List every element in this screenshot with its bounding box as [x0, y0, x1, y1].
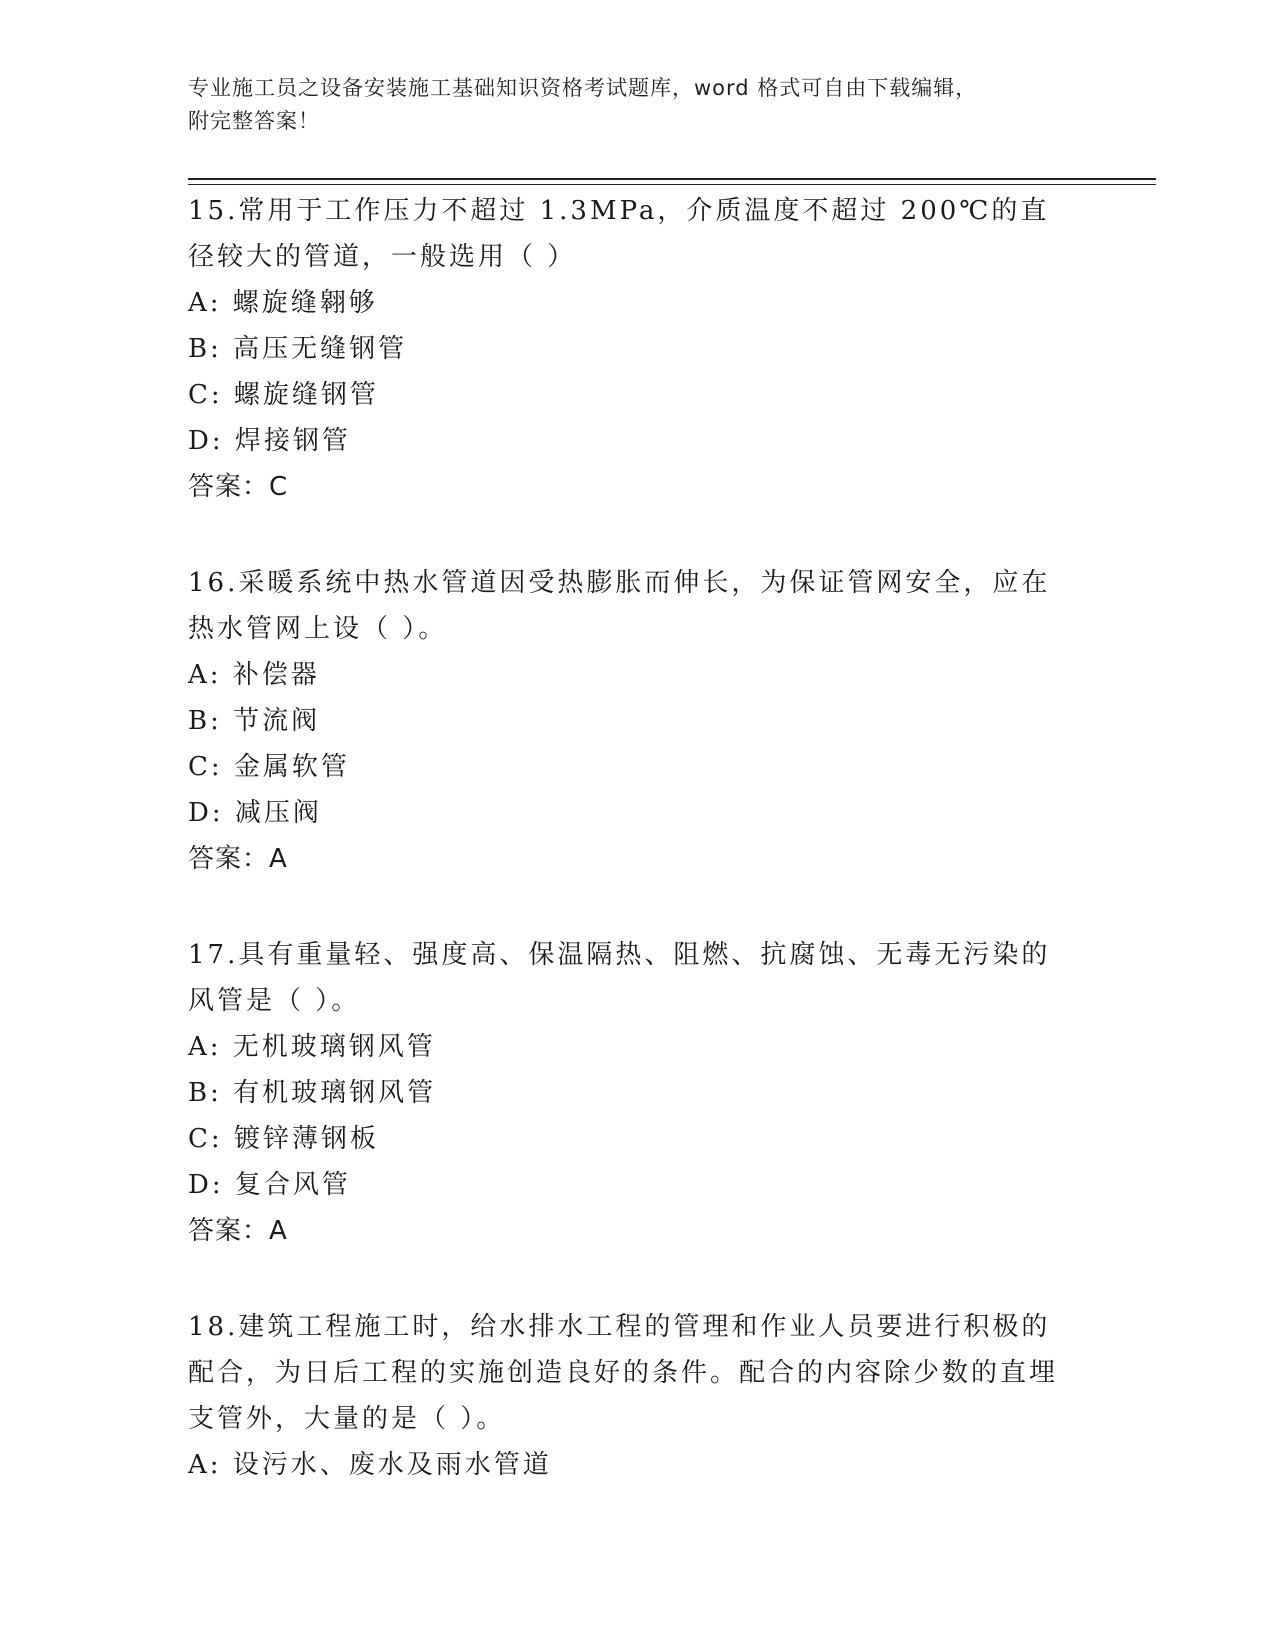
option-d: D: 减压阀 [188, 798, 322, 828]
question-16 [188, 560, 1078, 882]
option-a: A: 设污水、废水及雨水管道 [188, 1450, 552, 1480]
option-c: C: 螺旋缝钢管 [188, 380, 379, 410]
answer: 答案：A [188, 844, 288, 874]
option-a: A: 螺旋缝翱够 [188, 288, 378, 318]
answer: 答案：C [188, 472, 289, 502]
option-b: B: 有机玻璃钢风管 [188, 1078, 437, 1108]
header-rule-thick [188, 178, 1156, 180]
document-header [188, 72, 1088, 138]
header-line-2: 附完整答案！ [188, 109, 320, 133]
question-list [188, 188, 1078, 1538]
option-a: A: 无机玻璃钢风管 [188, 1032, 436, 1062]
question-15 [188, 188, 1078, 510]
question-17 [188, 932, 1078, 1254]
question-text: 17.具有重量轻、强度高、保温隔热、阻燃、抗腐蚀、无毒无污染的风管是（ ）。 [188, 940, 1051, 1016]
option-c: C: 镀锌薄钢板 [188, 1124, 379, 1154]
question-text: 18.建筑工程施工时，给水排水工程的管理和作业人员要进行积极的配合，为日后工程的实施创造良好的条件。配合的内容除少数的直埋支管外，大量的是（ ）。 [188, 1312, 1059, 1434]
option-d: D: 复合风管 [188, 1170, 351, 1200]
header-rule-thin [188, 184, 1156, 185]
answer: 答案：A [188, 1216, 288, 1246]
question-text: 16.采暖系统中热水管道因受热膨胀而伸长，为保证管网安全，应在热水管网上设（ ）。 [188, 568, 1051, 644]
header-line-1: 专业施工员之设备安装施工基础知识资格考试题库，word 格式可自由下载编辑， [188, 76, 978, 100]
option-a: A: 补偿器 [188, 660, 320, 690]
option-c: C: 金属软管 [188, 752, 350, 782]
option-b: B: 节流阀 [188, 706, 321, 736]
option-d: D: 焊接钢管 [188, 426, 351, 456]
question-text: 15.常用于工作压力不超过 1.3MPa，介质温度不超过 200℃的直径较大的管道，一般选用（ ） [188, 196, 1050, 272]
question-18 [188, 1304, 1078, 1488]
option-b: B: 高压无缝钢管 [188, 334, 408, 364]
